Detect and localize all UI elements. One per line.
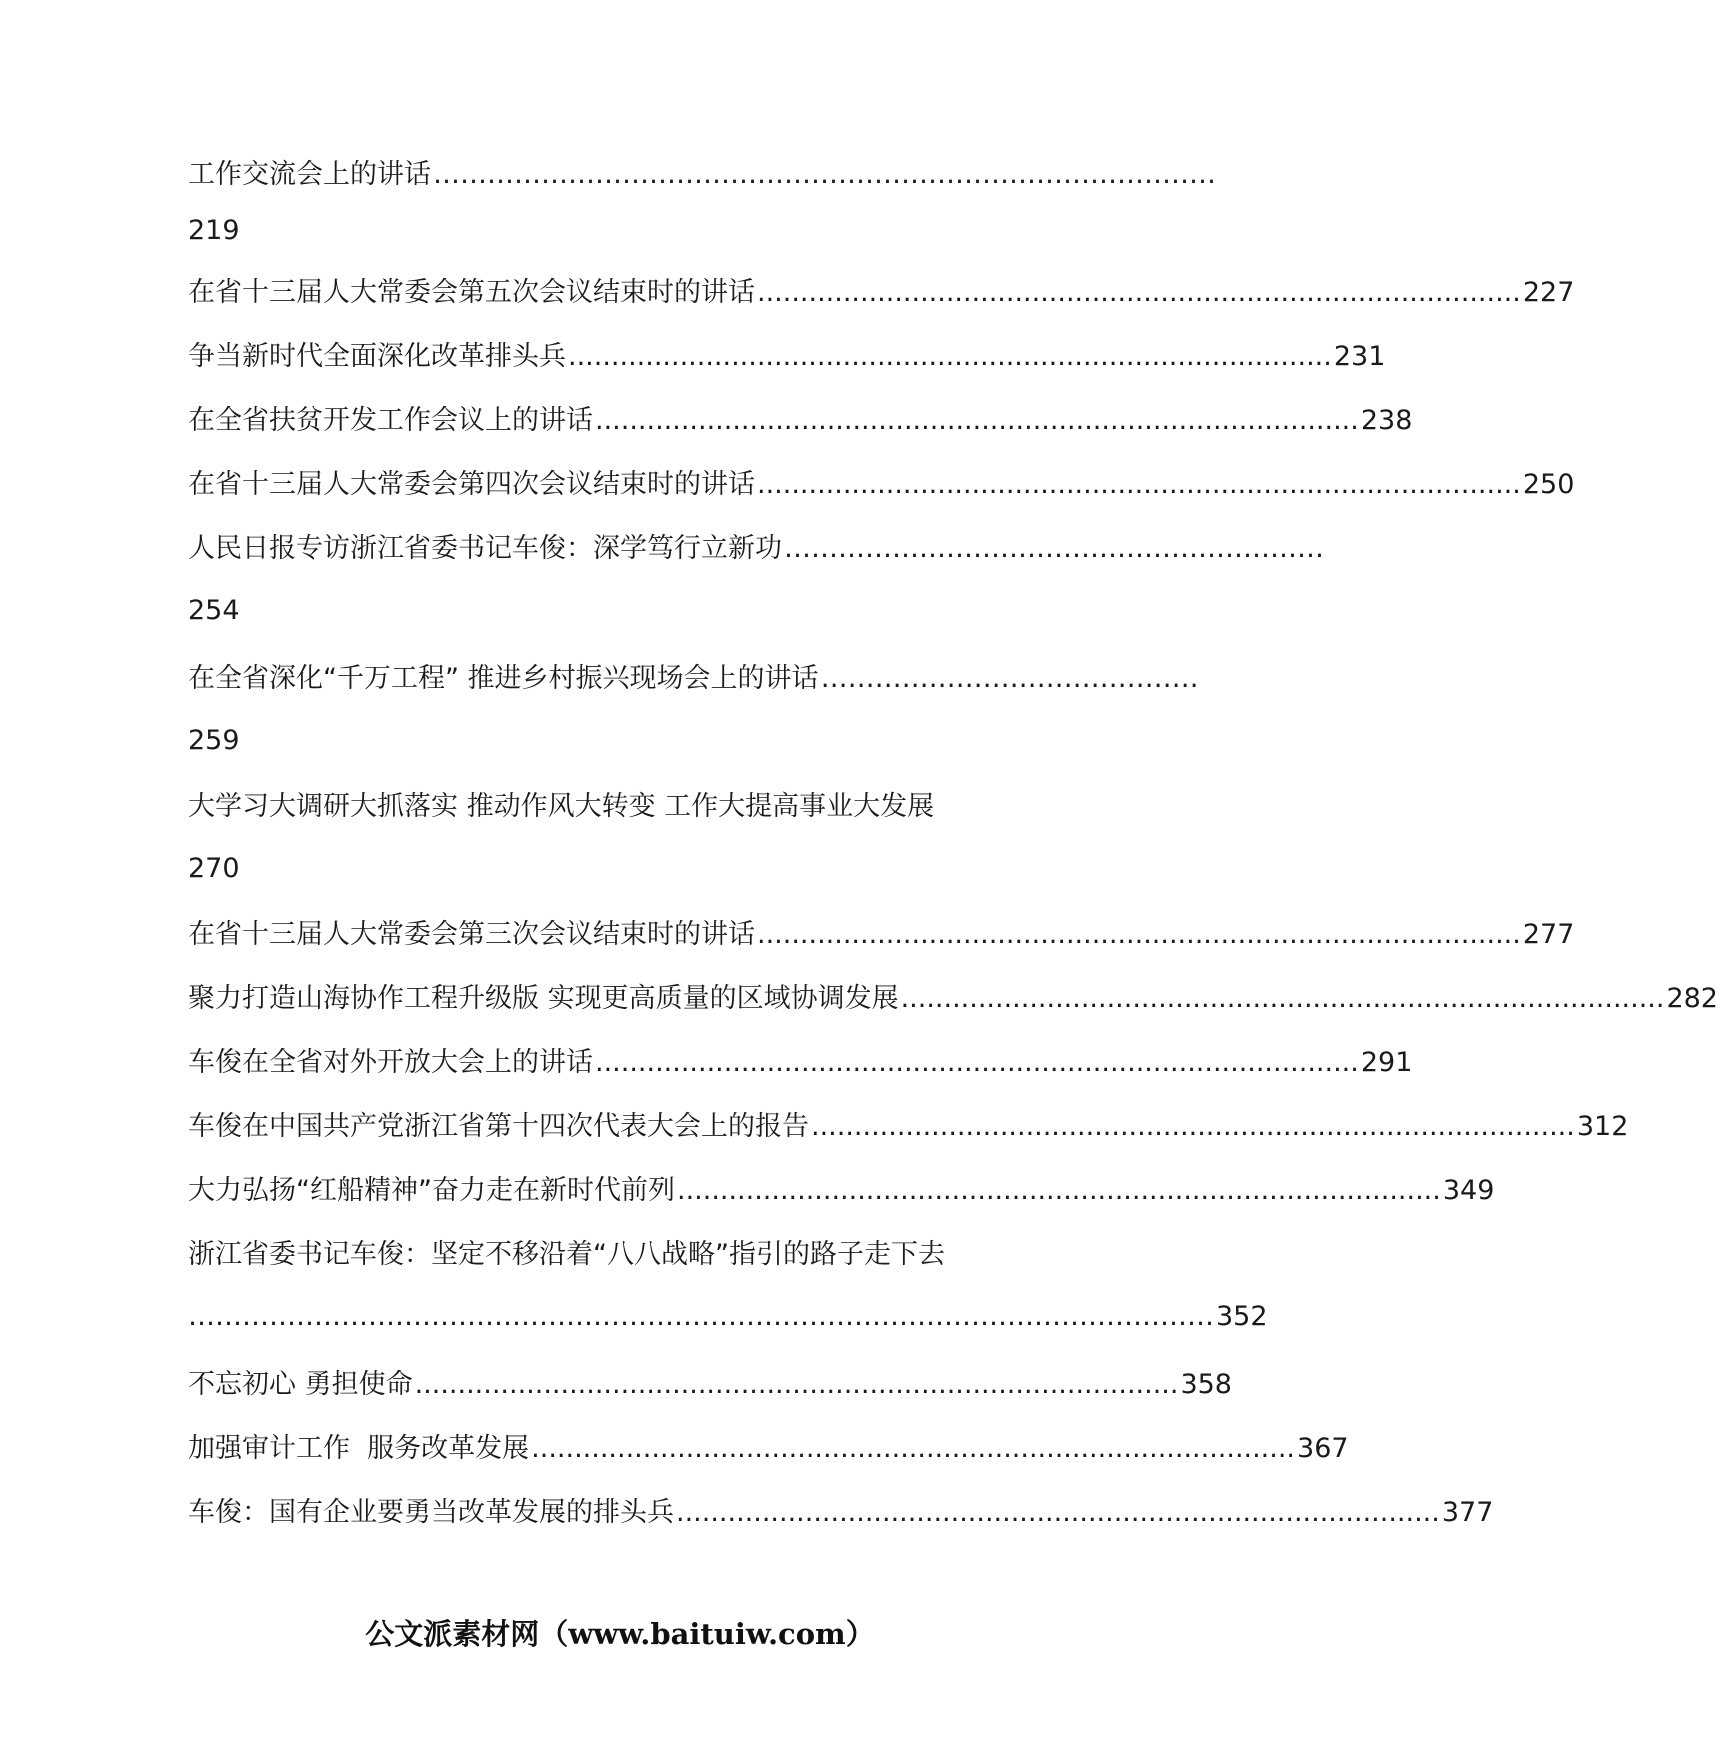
leader-dots: ……………………………………………………………………………	[433, 159, 1216, 190]
toc-entry-page: 259	[188, 725, 240, 756]
toc-entry-page: 352	[1216, 1301, 1268, 1332]
toc-entry-page: 250	[1522, 469, 1575, 500]
toc-entry-title: 在省十三届人大常委会第三次会议结束时的讲话	[188, 919, 755, 950]
toc-entry	[188, 1175, 1495, 1206]
toc-entry-title: 争当新时代全面深化改革排头兵	[188, 341, 566, 372]
leader-dots: .........................................................................................	[757, 469, 1521, 500]
toc-entry	[188, 663, 1199, 756]
leader-dots: .........................................................................................	[595, 405, 1359, 436]
leader-dots: .........................................................................................	[676, 1175, 1441, 1206]
toc-entry-page: 367	[1297, 1433, 1349, 1464]
toc-entry	[188, 469, 1575, 500]
leader-dots: ……………………………………………………………………………………………………	[188, 1301, 1214, 1332]
toc-entry	[188, 1047, 1413, 1078]
toc-entry	[188, 533, 1324, 626]
toc-entry	[188, 919, 1575, 950]
toc-entry-title: 大学习大调研大抓落实 推动作风大转变 工作大提高事业大发展	[188, 791, 935, 822]
toc-entry	[188, 792, 1058, 884]
toc-entry-title: 在全省扶贫开发工作会议上的讲话	[188, 405, 593, 436]
toc-entry	[188, 1369, 1232, 1400]
toc-entry	[188, 277, 1575, 308]
toc-entry-title: 在省十三届人大常委会第四次会议结束时的讲话	[188, 469, 755, 500]
toc-entry	[188, 1497, 1494, 1528]
leader-dots: .........................................................................................	[568, 341, 1332, 372]
toc-entry-page: 219	[188, 215, 240, 246]
leader-dots: .........................................................................................	[414, 1369, 1179, 1400]
toc-entry	[188, 1433, 1349, 1464]
leader-dots: .........................................................................................	[676, 1497, 1440, 1528]
toc-entry	[188, 405, 1413, 436]
leader-dots: .........................................................................................	[811, 1111, 1575, 1142]
toc-entry-title: 聚力打造山海协作工程升级版 实现更高质量的区域协调发展	[188, 983, 899, 1014]
toc-entry-page: 312	[1576, 1111, 1629, 1142]
toc-entry	[188, 983, 1718, 1014]
toc-entry-title: 车俊：国有企业要勇当改革发展的排头兵	[188, 1497, 674, 1528]
toc-entry	[188, 1239, 1268, 1332]
toc-entry-title: 车俊在全省对外开放大会上的讲话	[188, 1047, 593, 1078]
toc-entry-title: 浙江省委书记车俊：坚定不移沿着“八八战略”指引的路子走下去	[188, 1239, 945, 1270]
leader-dots: .........................................................................................	[900, 983, 1665, 1014]
toc-entry	[188, 159, 1216, 246]
toc-entry-page: 231	[1333, 341, 1386, 372]
toc-entry-title: 在省十三届人大常委会第五次会议结束时的讲话	[188, 277, 755, 308]
toc-entry-page: 291	[1360, 1047, 1413, 1078]
leader-dots: .........................................................................................	[595, 1047, 1359, 1078]
toc-entry	[188, 1111, 1629, 1142]
toc-entry-title: 人民日报专访浙江省委书记车俊：深学笃行立新功	[188, 533, 782, 564]
toc-entry-page: 358	[1180, 1369, 1232, 1400]
toc-entry-page: 254	[188, 595, 240, 626]
toc-entry-title: 在全省深化“千万工程” 推进乡村振兴现场会上的讲话	[188, 663, 819, 694]
leader-dots: ……………………………………	[820, 663, 1199, 694]
toc-entry-page: 349	[1442, 1175, 1495, 1206]
footer-source-text: 公文派素材网（www.baituiw.com）	[365, 1617, 875, 1651]
leader-dots: .........................................................................................	[531, 1433, 1296, 1464]
toc-entry-title: 车俊在中国共产党浙江省第十四次代表大会上的报告	[188, 1111, 809, 1142]
toc-entry-title: 工作交流会上的讲话	[188, 159, 431, 190]
toc-entry-page: 238	[1360, 405, 1413, 436]
toc-entry-page: 277	[1522, 919, 1575, 950]
toc-entry-title: 加强审计工作 服务改革发展	[188, 1433, 530, 1464]
leader-dots: .........................................................................................	[757, 919, 1521, 950]
toc-entry-page: 227	[1522, 277, 1575, 308]
toc-entry-page: 282	[1666, 983, 1718, 1014]
leader-dots: ……………………………………………………	[784, 533, 1324, 564]
toc-entry-title: 大力弘扬“红船精神”奋力走在新时代前列	[188, 1175, 675, 1206]
toc-entry	[188, 341, 1386, 372]
toc-entry-page: 377	[1441, 1497, 1494, 1528]
leader-dots: .........................................................................................	[757, 277, 1521, 308]
toc-entry-page: 270	[188, 853, 240, 884]
toc-entry-title: 不忘初心 勇担使命	[188, 1369, 413, 1400]
